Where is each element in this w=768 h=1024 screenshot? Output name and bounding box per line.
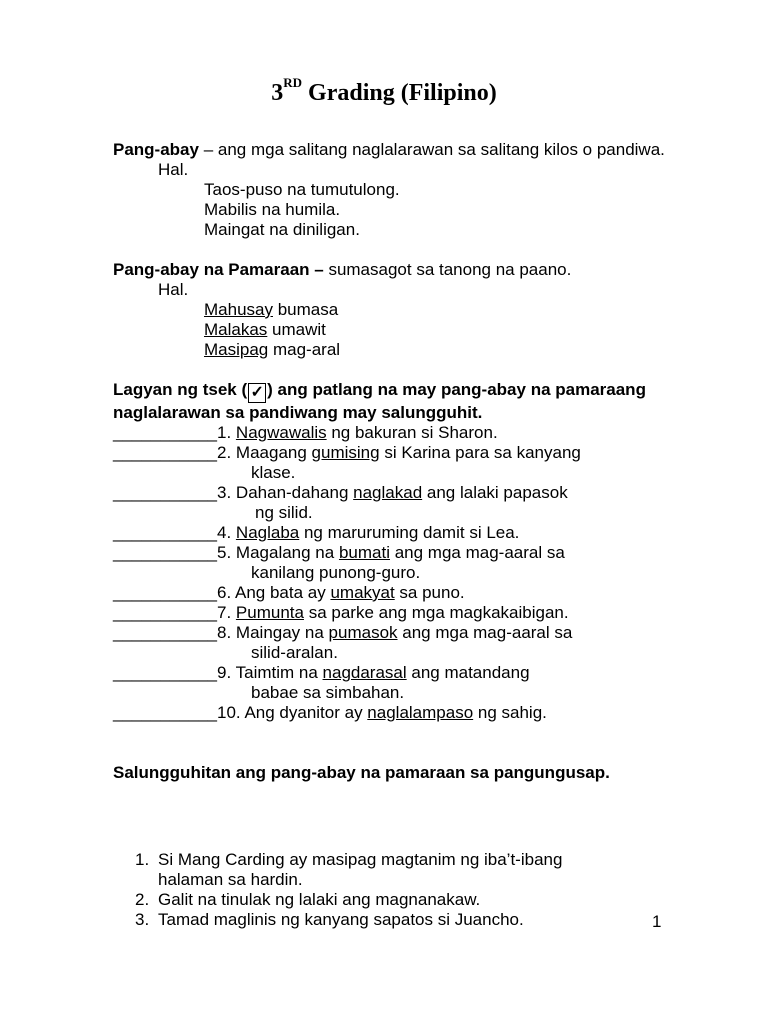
example-3: Maingat na diniligan.	[204, 220, 360, 239]
definition-pang-abay	[113, 140, 693, 160]
term-pang-abay: Pang-abay	[113, 140, 199, 159]
item-text: ang lalaki papasok	[422, 483, 568, 502]
underlined-verb: naglakad	[353, 483, 423, 502]
item-text: Tamad maglinis ng kanyang sapatos si Juancho.	[158, 910, 524, 929]
underlined-word: Malakas	[204, 320, 268, 339]
list-item-continuation: halaman sa hardin.	[158, 870, 303, 889]
answer-blank[interactable]: ___________	[113, 523, 218, 542]
item-text: ng maruruming damit si Lea.	[299, 523, 520, 542]
exercise1-list	[113, 423, 693, 723]
underlined-verb: Pumunta	[235, 603, 304, 622]
example-3	[204, 340, 693, 360]
item-number: 2.	[217, 443, 236, 462]
underlined-verb: nagdarasal	[322, 663, 407, 682]
item-text: Taimtim na	[235, 663, 323, 682]
example-1: Taos-puso na tumutulong.	[204, 180, 400, 199]
lesson-content	[113, 140, 693, 783]
answer-blank[interactable]: ___________	[113, 663, 218, 682]
answer-blank[interactable]: ___________	[113, 543, 218, 562]
exercise-item-continuation: kanilang punong-guro.	[251, 563, 421, 582]
exercise-item-continuation: ng silid.	[255, 503, 313, 522]
item-text: ang mga mag-aaral sa	[389, 543, 565, 562]
underlined-verb: bumati	[338, 543, 390, 562]
exercise-item	[113, 523, 693, 543]
answer-blank[interactable]: ___________	[113, 703, 218, 722]
example-rest: mag-aral	[268, 340, 341, 359]
underlined-verb: naglalampaso	[367, 703, 474, 722]
item-number: 3.	[135, 910, 150, 929]
item-number: 5.	[217, 543, 236, 562]
exercise-item	[113, 623, 693, 643]
hal-label: Hal.	[158, 160, 189, 179]
exercise-item	[113, 583, 693, 603]
item-text: ng bakuran si Sharon.	[326, 423, 498, 442]
item-text: Si Mang Carding ay masipag magtanim ng iba’t-ibang	[158, 850, 563, 869]
exercise-item	[113, 443, 693, 463]
example-1	[204, 300, 693, 320]
term-pamaraan: Pang-abay na Pamaraan –	[113, 260, 324, 279]
underlined-verb: Nagwawalis	[235, 423, 327, 442]
item-text: Magalang na	[235, 543, 339, 562]
item-number: 3.	[217, 483, 236, 502]
item-text: sa parke ang mga magkakaibigan.	[303, 603, 569, 622]
item-number: 2.	[135, 890, 150, 909]
example-rest: umawit	[267, 320, 326, 339]
item-number: 4.	[217, 523, 236, 542]
exercise-item	[113, 663, 693, 683]
item-number: 6.	[217, 583, 235, 602]
exercise-item-continuation: babae sa simbahan.	[251, 683, 405, 702]
exercise-item	[113, 423, 693, 443]
item-text: Maagang	[235, 443, 312, 462]
page-title	[0, 75, 768, 107]
exercise2-instruction: Salungguhitan ang pang-abay na pamaraan sa pangungusap.	[113, 763, 610, 782]
exercise-item	[113, 483, 693, 503]
underlined-verb: gumising	[311, 443, 380, 462]
exercise-item	[113, 603, 693, 623]
item-number: 9.	[217, 663, 236, 682]
item-text: sa puno.	[394, 583, 465, 602]
definition-pamaraan	[113, 260, 693, 280]
underlined-word: Mahusay	[204, 300, 273, 319]
underlined-verb: Naglaba	[235, 523, 300, 542]
title-ordinal-suffix: RD	[283, 75, 303, 90]
list-item	[135, 890, 695, 910]
answer-blank[interactable]: ___________	[113, 483, 218, 502]
exercise2-list	[135, 850, 695, 930]
exercise-item	[113, 543, 693, 563]
item-text: si Karina para sa kanyang	[379, 443, 581, 462]
answer-blank[interactable]: ___________	[113, 443, 218, 462]
check-icon: ✓	[248, 383, 266, 403]
example-2: Mabilis na humila.	[204, 200, 341, 219]
answer-blank[interactable]: ___________	[113, 623, 218, 642]
definition-text: – ang mga salitang naglalarawan sa salitang kilos o pandiwa.	[198, 140, 665, 159]
exercise-item-continuation: klase.	[251, 463, 296, 482]
item-text: ng sahig.	[473, 703, 547, 722]
example-2	[204, 320, 693, 340]
item-number: 1.	[217, 423, 236, 442]
list-item	[135, 910, 695, 930]
item-text: Ang dyanitor ay	[244, 703, 368, 722]
title-ordinal: 3	[271, 80, 284, 106]
instruction-text: ) ang patlang na may pang-abay na pamaraang naglalarawan sa pandiwang may salungguhit.	[113, 380, 646, 422]
item-number: 8.	[217, 623, 236, 642]
answer-blank[interactable]: ___________	[113, 583, 218, 602]
item-number: 10.	[217, 703, 245, 722]
answer-blank[interactable]: ___________	[113, 603, 218, 622]
answer-blank[interactable]: ___________	[113, 423, 218, 442]
item-text: ang matandang	[406, 663, 530, 682]
item-number: 7.	[217, 603, 236, 622]
instruction-text: Lagyan ng tsek (	[113, 380, 248, 399]
item-text: Ang bata ay	[234, 583, 331, 602]
exercise-item-continuation: silid-aralan.	[251, 643, 338, 662]
definition-text: sumasagot sa tanong na paano.	[323, 260, 572, 279]
example-rest: bumasa	[272, 300, 339, 319]
title-text: Grading (Filipino)	[302, 80, 497, 106]
exercise1-instruction	[113, 380, 693, 423]
item-text: ang mga mag-aaral sa	[397, 623, 573, 642]
page-number: 1	[652, 912, 662, 931]
exercise-item	[113, 703, 693, 723]
item-text: Galit na tinulak ng lalaki ang magnanakaw.	[158, 890, 481, 909]
item-text: Maingay na	[235, 623, 329, 642]
hal-label: Hal.	[158, 280, 189, 299]
item-text: Dahan-dahang	[235, 483, 354, 502]
list-item	[135, 850, 695, 870]
item-number: 1.	[135, 850, 150, 869]
underlined-verb: umakyat	[330, 583, 395, 602]
underlined-verb: pumasok	[328, 623, 398, 642]
underlined-word: Masipag	[204, 340, 269, 359]
